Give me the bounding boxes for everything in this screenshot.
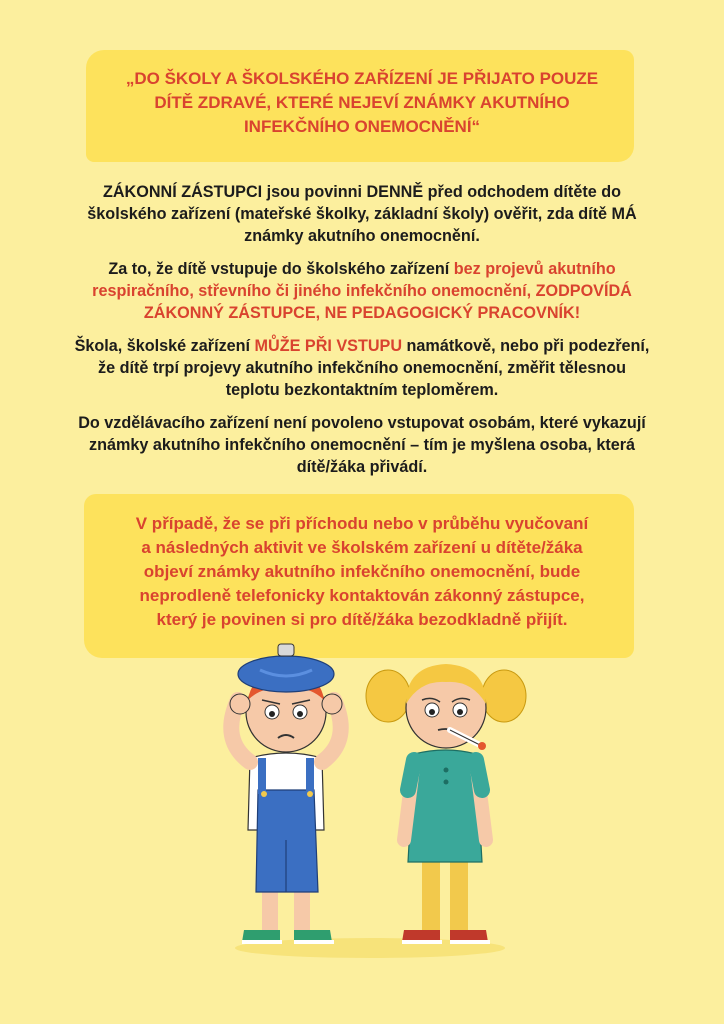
p3-line-1-black-b: namátkově, nebo při podezření,	[402, 337, 650, 355]
paragraph-guardians-duty	[0, 181, 724, 247]
ice-pack-icon	[238, 644, 334, 692]
sick-boy-icon	[230, 644, 342, 944]
paragraph-entry-restriction	[0, 412, 724, 478]
p2-line-2: respiračního, střevního či jiného infekčního onemocnění, ZODPOVÍDÁ	[92, 282, 632, 300]
p4-line-2: známky akutního infekčního onemocnění – tím je myšlena osoba, která	[88, 436, 636, 454]
p3-line-3: teplotu bezkontaktním teploměrem.	[225, 381, 499, 399]
alert-line-1: V případě, že se při příchodu nebo v průběhu vyučovaní	[135, 514, 589, 533]
p1-line-1: ZÁKONNÍ ZÁSTUPCI jsou povinni DENNĚ před odchodem dítěte do	[102, 183, 621, 201]
alert-line-2: a následných aktivit ve školském zařízení u dítěte/žáka	[141, 538, 583, 557]
paragraph-temperature-check	[0, 335, 724, 401]
p2-line-3: ZÁKONNÝ ZÁSTUPCE, NE PEDAGOGICKÝ PRACOVNÍK!	[143, 304, 581, 322]
p2-line-1-black: Za to, že dítě vstupuje do školského zařízení	[108, 260, 454, 278]
p3-line-2: že dítě trpí projevy akutního infekčního onemocnění, změřit tělesnou	[98, 359, 626, 377]
sick-girl-icon	[366, 664, 526, 944]
quote-line-1: „DO ŠKOLY A ŠKOLSKÉHO ZAŘÍZENÍ JE PŘIJATO POUZE	[125, 69, 599, 88]
headline-quote	[0, 67, 724, 139]
quote-line-3: INFEKČNÍHO ONEMOCNĚNÍ“	[243, 117, 481, 136]
alert-line-4: neprodleně telefonicky kontaktován zákonný zástupce,	[139, 586, 585, 605]
p2-line-1-red: bez projevů akutního	[453, 260, 616, 278]
p3-line-1-black-a: Škola, školské zařízení	[74, 337, 255, 355]
p4-line-3: dítě/žáka přivádí.	[296, 458, 428, 476]
p1-line-2: školského zařízení (mateřské školky, základní školy) ověřit, zda dítě MÁ	[87, 205, 637, 223]
sick-children-illustration	[210, 630, 530, 970]
p3-line-1-red: MŮŽE PŘI VSTUPU	[254, 337, 403, 355]
alert-paragraph	[0, 512, 724, 632]
p4-line-1: Do vzdělávacího zařízení není povoleno vstupovat osobám, které vykazují	[78, 414, 646, 432]
paragraph-responsibility	[0, 258, 724, 324]
p3-line-1	[0, 335, 724, 357]
p2-line-1	[0, 258, 724, 280]
p1-line-3: známky akutního onemocnění.	[244, 227, 480, 245]
quote-line-2: DÍTĚ ZDRAVÉ, KTERÉ NEJEVÍ ZNÁMKY AKUTNÍHO	[154, 93, 570, 112]
alert-line-3: objeví známky akutního infekčního onemocnění, bude	[143, 562, 581, 581]
alert-line-5: který je povinen si pro dítě/žáka bezodkladně přijít.	[156, 610, 568, 629]
